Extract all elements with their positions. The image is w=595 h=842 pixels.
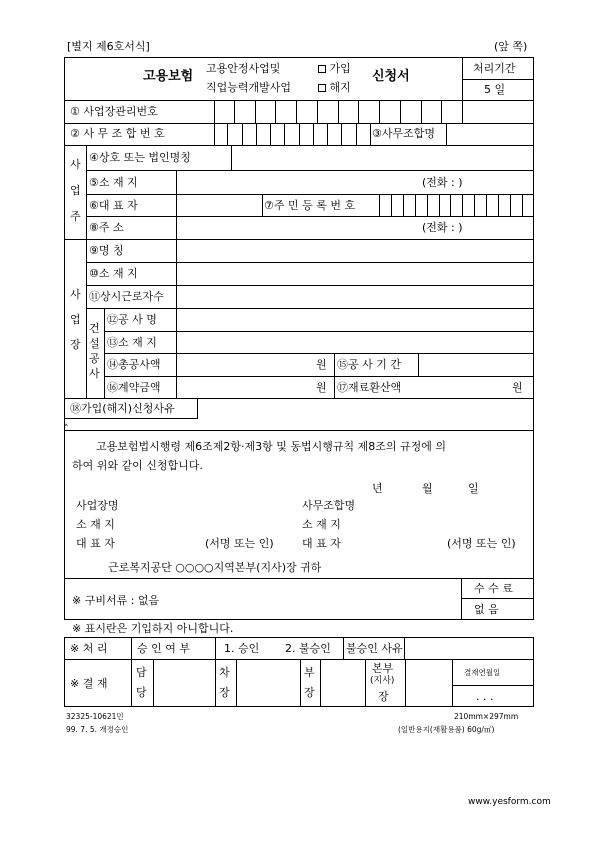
approval-row-label: ※ 결 재 <box>70 677 108 690</box>
reason-mark: ˄ <box>64 424 69 434</box>
workers-label: ⑪상시근로자수 <box>89 290 164 303</box>
won-1: 원 <box>316 358 327 371</box>
statement-line-2: 하여 위와 같이 신청합니다. <box>72 459 203 472</box>
employer-section-3: 주 <box>70 210 81 223</box>
required-docs: ※ 구비서류 : 없음 <box>72 594 160 607</box>
union-number-label: ② 사 무 조 합 번 호 <box>70 127 165 140</box>
business-section-2: 업 <box>70 313 81 326</box>
left-address: 소 재 지 <box>76 518 115 531</box>
period-label: 처리기간 <box>473 62 516 75</box>
fee-label: 수 수 료 <box>474 582 513 595</box>
union-number-boxes[interactable] <box>214 123 370 145</box>
paper-type: (일반용지(재활용품) 60g/㎡) <box>398 725 495 734</box>
date-day: 일 <box>468 482 479 495</box>
right-signature: (서명 또는 인) <box>447 537 516 550</box>
rrn-boxes[interactable] <box>368 194 534 216</box>
paper-size: 210mm×297mm <box>454 712 519 721</box>
date-month: 월 <box>422 482 433 495</box>
employer-section-1: 사 <box>70 158 81 171</box>
construction-3: 공 <box>89 352 100 365</box>
business-section-3: 장 <box>70 338 81 351</box>
left-representative: 대 표 자 <box>76 537 115 550</box>
construction-4: 사 <box>89 367 100 380</box>
checkbox-icon <box>318 84 326 92</box>
join-check[interactable]: 가입 <box>318 62 351 75</box>
won-2: 원 <box>316 381 327 394</box>
rrn-label: ⑦주 민 등 록 번 호 <box>264 199 356 212</box>
title-left: 고용보험 <box>143 69 194 84</box>
checkbox-icon <box>318 65 326 73</box>
right-address: 소 재 지 <box>302 518 341 531</box>
employer-address-label: ⑤소 재 지 <box>89 176 138 189</box>
right-union-name: 사무조합명 <box>302 499 356 512</box>
business-section-1: 사 <box>70 288 81 301</box>
title-option-1: 고용안정사업및 <box>206 62 281 75</box>
construction-1: 건 <box>89 322 100 335</box>
project-address-label: ⑬소 재 지 <box>107 336 157 349</box>
material-conversion-label: ⑰재료환산액 <box>337 381 402 394</box>
total-cost-label: ⑭총공사액 <box>107 358 161 371</box>
site-name-label: ⑨명 칭 <box>89 244 124 257</box>
left-signature: (서명 또는 인) <box>205 537 274 550</box>
statement-line-1: 고용보험법시행령 제6조제2항·제3항 및 동법시행규칙 제8조의 규정에 의 <box>96 440 446 453</box>
union-name-label: ③사무조합명 <box>372 127 435 140</box>
branch-3: 장 <box>378 690 389 703</box>
dept-chief-1: 부 <box>304 666 315 679</box>
construction-2: 설 <box>89 337 100 350</box>
company-name-label: ④상호 또는 법인명칭 <box>89 151 191 164</box>
employer-phone-1: (전화 : ) <box>422 176 463 189</box>
processing-label: ※ 처 리 <box>70 642 108 655</box>
staff-2: 당 <box>136 686 147 699</box>
dept-chief-2: 장 <box>304 686 315 699</box>
chief-2: 장 <box>219 686 230 699</box>
approval-status-label: 승 인 여 부 <box>137 642 190 655</box>
date-year: 년 <box>372 482 383 495</box>
branch-1: 본부 <box>372 662 394 675</box>
workplace-number-label: ① 사업장관리번호 <box>70 105 158 118</box>
employer-section-2: 업 <box>70 184 81 197</box>
workplace-number-boxes[interactable] <box>214 100 462 123</box>
fee-value: 없 음 <box>474 603 499 616</box>
chief-1: 차 <box>219 666 230 679</box>
page-side: (앞 쪽) <box>494 40 528 53</box>
right-representative: 대 표 자 <box>302 537 341 550</box>
approval-date-dots: . . . <box>476 690 494 703</box>
project-name-label: ⑫공 사 명 <box>107 313 157 326</box>
period-value: 5 일 <box>484 83 506 96</box>
employer-home-label: ⑧주 소 <box>89 221 124 234</box>
form-code: 32325-10621민 <box>66 712 124 721</box>
reason-label: ⑱가입(해지)신청사유 <box>70 402 175 415</box>
construction-period-label: ⑮공 사 기 간 <box>337 358 401 371</box>
won-3: 원 <box>512 381 523 394</box>
office-use-note: ※ 표시란은 기입하지 아니합니다. <box>72 622 234 635</box>
approve-option[interactable]: 1. 승인 <box>224 642 260 655</box>
left-business-name: 사업장명 <box>76 499 119 512</box>
representative-label: ⑥대 표 자 <box>89 199 138 212</box>
addressee: 근로복지공단 ○○○○지역본부(지사)장 귀하 <box>108 561 322 574</box>
approval-date-label: 결재연월일 <box>464 668 501 677</box>
site-address-label: ⑩소 재 지 <box>89 267 138 280</box>
reject-reason-label: 불승인 사유 <box>346 642 403 655</box>
site-link[interactable]: www.yesform.com <box>468 797 551 807</box>
revision-note: 99. 7. 5. 개정승인 <box>66 725 129 734</box>
reject-option[interactable]: 2. 불승인 <box>285 642 331 655</box>
title-option-2: 직업능력개발사업 <box>206 81 292 94</box>
branch-2: (지사) <box>370 676 395 686</box>
employer-phone-2: (전화 : ) <box>422 221 463 234</box>
form-number: [별지 제6호서식] <box>67 40 150 53</box>
cancel-check[interactable]: 해지 <box>318 81 351 94</box>
staff-1: 담 <box>136 666 147 679</box>
contract-amount-label: ⑯계약금액 <box>107 381 161 394</box>
title-right: 신청서 <box>372 69 410 84</box>
